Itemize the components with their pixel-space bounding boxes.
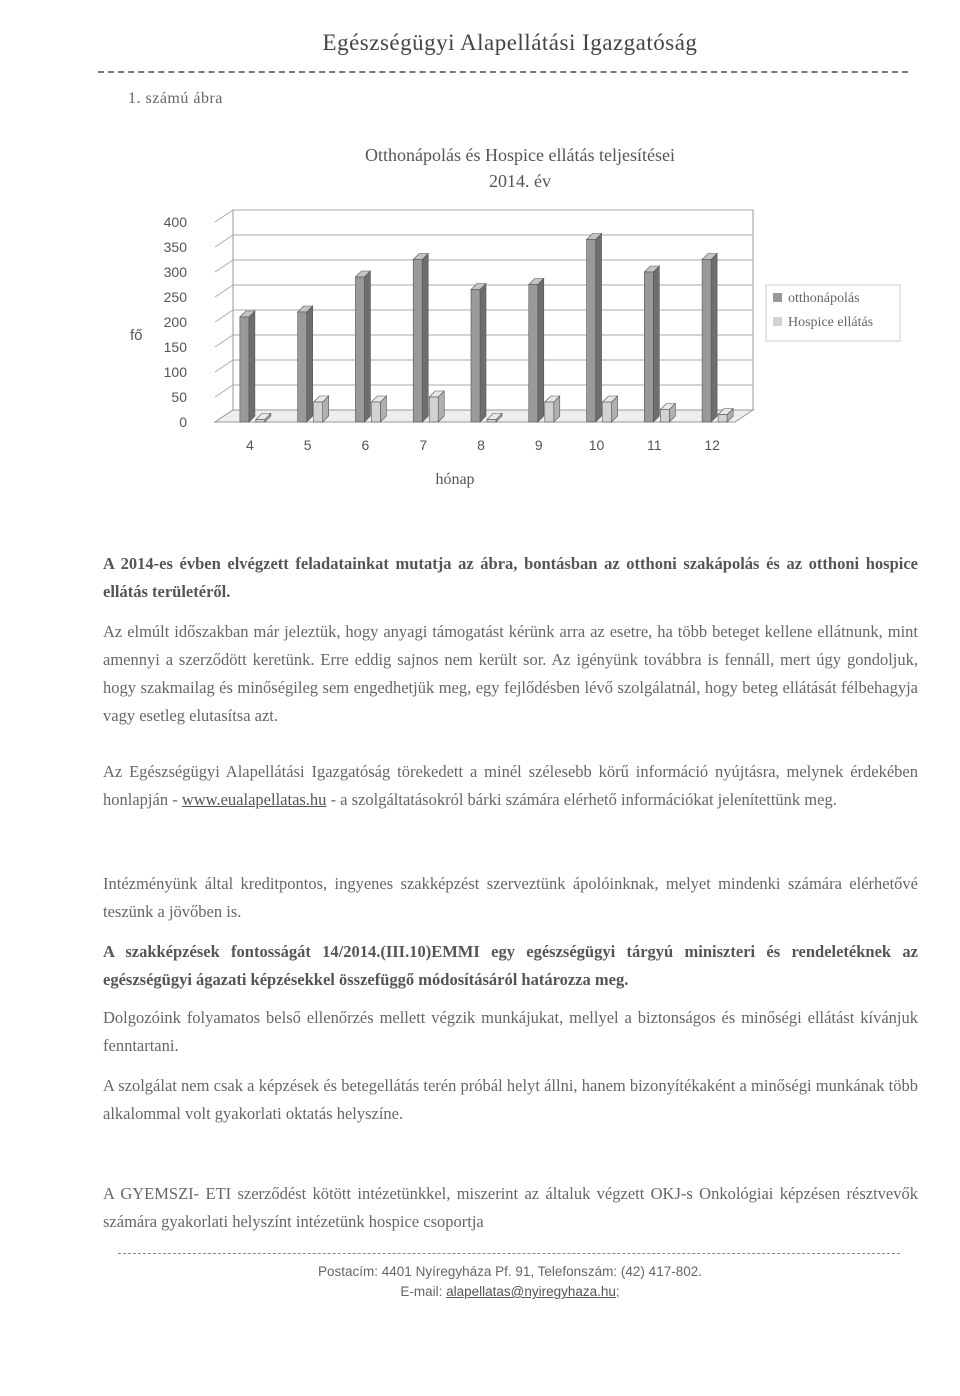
chart-title-line1: Otthonápolás és Hospice ellátás teljesítései <box>365 145 675 165</box>
bar <box>471 290 480 423</box>
header-divider <box>98 71 908 73</box>
y-tick-label: 100 <box>163 364 187 380</box>
gridline-side <box>215 285 233 297</box>
figure-label: 1. számú ábra <box>128 90 223 107</box>
footer-email-end: ; <box>615 1284 620 1299</box>
bar <box>298 312 307 422</box>
bar <box>314 402 323 422</box>
bar <box>529 285 538 423</box>
bar-side <box>653 266 659 422</box>
bar <box>718 415 727 423</box>
paragraph-6: Dolgozóink folyamatos belső ellenőrzés mellett végzik munkájukat, mellyel a biztonságos és minőségi ellátást kívánjuk fenntartani. <box>103 1008 918 1055</box>
y-axis-label: fő <box>130 327 143 344</box>
bar-side <box>307 306 313 422</box>
bar-chart <box>120 200 920 500</box>
header-title: Egészségügyi Alapellátási Igazgatóság <box>322 30 698 55</box>
footer-divider <box>118 1253 900 1254</box>
gridline-side <box>215 210 233 222</box>
bar <box>587 240 596 423</box>
paragraph-8: A GYEMSZI- ETI szerződést kötött intézetünkkel, miszerint az általuk végzett OKJ-s Onkológiai képzésen résztvevők számára gyakorlati helyszínt intézetünk hospice csoportja <box>103 1184 918 1231</box>
bar-side <box>538 279 544 423</box>
footer-email-line <box>0 1284 960 1299</box>
gridline-side <box>215 260 233 272</box>
bar-side <box>596 234 602 423</box>
y-tick-label: 250 <box>163 289 187 305</box>
legend-label: Hospice ellátás <box>788 315 874 330</box>
x-tick-label: 7 <box>419 437 428 453</box>
footer-address: Postacím: 4401 Nyíregyháza Pf. 91, Telefonszám: (42) 417-802. <box>318 1264 702 1279</box>
bar <box>355 277 364 422</box>
bar <box>702 260 711 423</box>
x-tick-label: 11 <box>647 437 662 453</box>
x-tick-label: 9 <box>534 437 543 453</box>
y-tick-label: 400 <box>163 214 187 230</box>
x-tick-label: 6 <box>361 437 370 453</box>
paragraph-2: Az elmúlt időszakban már jeleztük, hogy anyagi támogatást kérünk arra az esetre, ha több beteget kellene ellátnunk, mint amennyi a szerződött keretünk. Erre eddig sajnos nem került sor. Az igényünk továbbra is fennáll, mert úgy gondoljuk, hogy szakmailag és minőségileg sem engedhetjük meg, egy fejlődésben lévő szolgálatnál, hogy beteg ellátását félbehagyja vagy esetleg elutasítsa azt. <box>103 622 918 725</box>
gridline-side <box>215 335 233 347</box>
bar <box>603 402 612 422</box>
bar-side <box>711 254 717 423</box>
bar <box>487 420 496 423</box>
x-tick-label: 4 <box>245 437 254 453</box>
bar-side <box>480 284 486 423</box>
paragraph-5: A szakképzések fontosságát 14/2014.(III.10)EMMI egy egészségügyi tárgyú miniszteri és rendeletéknek az egészségügyi ágazati képzésekkel összefüggő módosításáról határozza meg. <box>103 942 918 989</box>
chart-title <box>310 142 730 194</box>
paragraph-1 <box>103 550 918 606</box>
y-tick-label: 50 <box>171 389 187 405</box>
bar <box>545 402 554 422</box>
gridline-side <box>215 235 233 247</box>
x-tick-label: 8 <box>477 437 485 453</box>
x-tick-label: 5 <box>303 437 312 453</box>
gridline-side <box>215 310 233 322</box>
y-tick-label: 200 <box>163 314 187 330</box>
bar <box>429 397 438 422</box>
y-tick-label: 350 <box>163 239 187 255</box>
chart-title-line2: 2014. év <box>489 171 551 191</box>
paragraph-3 <box>103 758 918 814</box>
bar <box>371 402 380 422</box>
paragraph-1-text: A 2014-es évben elvégzett feladatainkat mutatja az ábra, bontásban az otthoni szakápolás és az otthoni hospice ellátás területéről. <box>103 554 918 601</box>
legend-swatch <box>773 293 782 302</box>
paragraph-4: Intézményünk által kreditpontos, ingyenes szakképzést szerveztünk ápolóinknak, melyet mindenki számára elérhetővé teszünk a jövőben is. <box>103 874 918 921</box>
bar <box>660 410 669 423</box>
bar-side <box>364 271 370 422</box>
paragraph-7: A szolgálat nem csak a képzések és betegellátás terén próbál helyt állni, hanem bizonyítékaként a minőségi munkának több alkalommal volt gyakorlati oktatás helyszíne. <box>103 1076 918 1123</box>
paragraph-3-start: Az Egészségügyi Alapellátási Igazgatóság törekedett a minél szélesebb körű információ nyújtásra, melynek érdekében honlapján - <box>103 762 918 809</box>
bar-side <box>249 311 255 422</box>
gridline-side <box>215 360 233 372</box>
gridline-side <box>215 385 233 397</box>
bar <box>256 420 265 423</box>
legend-label: otthonápolás <box>788 291 860 306</box>
x-tick-label: 12 <box>704 437 720 453</box>
y-tick-label: 0 <box>179 414 187 430</box>
x-tick-label: 10 <box>588 437 605 453</box>
x-axis-label: hónap <box>435 471 475 488</box>
website-link[interactable]: www.eualapellatas.hu <box>181 790 327 809</box>
legend-swatch <box>773 317 782 326</box>
y-tick-label: 150 <box>163 339 187 355</box>
paragraph-3-end: - a szolgáltatásokról bárki számára elérhető információkat jelenítettünk meg. <box>326 790 837 809</box>
bar-side <box>422 254 428 423</box>
footer-email-link[interactable]: alapellatas@nyiregyhaza.hu <box>446 1284 616 1299</box>
bar <box>644 272 653 422</box>
y-tick-label: 300 <box>163 264 187 280</box>
bar <box>240 317 249 422</box>
bar <box>413 260 422 423</box>
footer-email-label: E-mail: <box>400 1284 447 1299</box>
